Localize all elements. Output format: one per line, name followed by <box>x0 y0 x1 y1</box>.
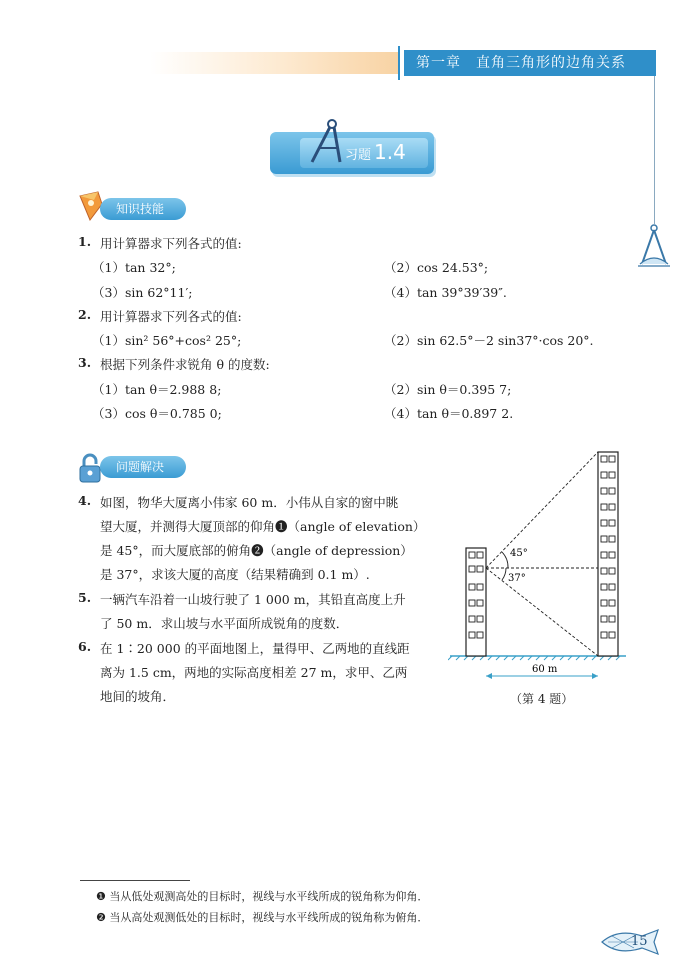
item-number: 3. <box>78 355 92 370</box>
sub-item: （1）tan 32°; <box>92 260 176 275</box>
problem-line: 如图，物华大厦离小伟家 60 m．小伟从自家的窗中眺 <box>100 495 399 510</box>
problem-line: 是 45°，而大厦底部的俯角❷（angle of depression） <box>100 543 413 558</box>
problem-line: 了 50 m．求山坡与水平面所成锐角的度数． <box>100 616 349 631</box>
sub-item: （1）sin² 56°+cos² 25°; <box>92 333 242 348</box>
angle-elevation-label: 45° <box>510 548 528 559</box>
exercise-title <box>345 140 406 164</box>
problem-line: 在 1∶20 000 的平面地图上，量得甲、乙两地的直线距 <box>100 641 410 656</box>
item-text: 用计算器求下列各式的值: <box>100 236 242 251</box>
problem-line: 是 37°，求该大厦的高度（结果精确到 0.1 m）. <box>100 567 370 582</box>
building-diagram <box>448 444 628 706</box>
section-problems: 问题解决 <box>100 456 186 478</box>
item-number: 2. <box>78 307 92 322</box>
sub-item: （4）tan 39°39′39″. <box>384 285 507 300</box>
drafting-compass-icon <box>298 116 348 168</box>
header-divider <box>398 46 400 80</box>
footnote-depression: ❷ 当从高处观测低处的目标时，视线与水平线所成的锐角称为俯角． <box>96 911 429 924</box>
sub-item: （1）tan θ＝2.988 8; <box>92 382 222 397</box>
angle-depression-label: 37° <box>508 573 526 584</box>
footnote-rule <box>80 880 190 881</box>
chapter-title: 第一章 直角三角形的边角关系 <box>404 50 656 76</box>
margin-rule <box>654 76 655 224</box>
problem-line: 离为 1.5 cm，两地的实际高度相差 27 m，求甲、乙两 <box>100 665 408 680</box>
header-gradient <box>150 52 398 74</box>
sub-item: （2）cos 24.53°; <box>384 260 489 275</box>
compass-icon <box>634 222 674 272</box>
exercise-label: 习题 <box>345 148 372 163</box>
problem-number: 6. <box>78 639 92 654</box>
sub-item: （3）sin 62°11′; <box>92 285 193 300</box>
footnote-elevation: ❶ 当从低处观测高处的目标时，视线与水平线所成的锐角称为仰角． <box>96 890 429 903</box>
problem-number: 5. <box>78 590 92 605</box>
exercise-number: 1.4 <box>374 140 406 164</box>
sub-item: （3）cos θ＝0.785 0; <box>92 406 222 421</box>
problem-line: 望大厦，并测得大厦顶部的仰角❶（angle of elevation） <box>100 519 426 534</box>
page-number: 15 <box>631 934 648 949</box>
distance-label: 60 m <box>532 664 558 675</box>
problem-line: 地间的坡角． <box>100 689 176 704</box>
sub-item: （4）tan θ＝0.897 2. <box>384 406 514 421</box>
sub-item: （2）sin θ＝0.395 7; <box>384 382 512 397</box>
figure-caption: （第 4 题） <box>510 692 574 706</box>
sub-item: （2）sin 62.5°－2 sin37°·cos 20°. <box>384 333 594 348</box>
problem-number: 4. <box>78 493 92 508</box>
item-number: 1. <box>78 234 92 249</box>
section-knowledge: 知识技能 <box>100 198 186 220</box>
problem-line: 一辆汽车沿着一山坡行驶了 1 000 m，其铅直高度上升 <box>100 592 406 607</box>
item-text: 根据下列条件求锐角 θ 的度数: <box>100 357 270 372</box>
item-text: 用计算器求下列各式的值: <box>100 309 242 324</box>
